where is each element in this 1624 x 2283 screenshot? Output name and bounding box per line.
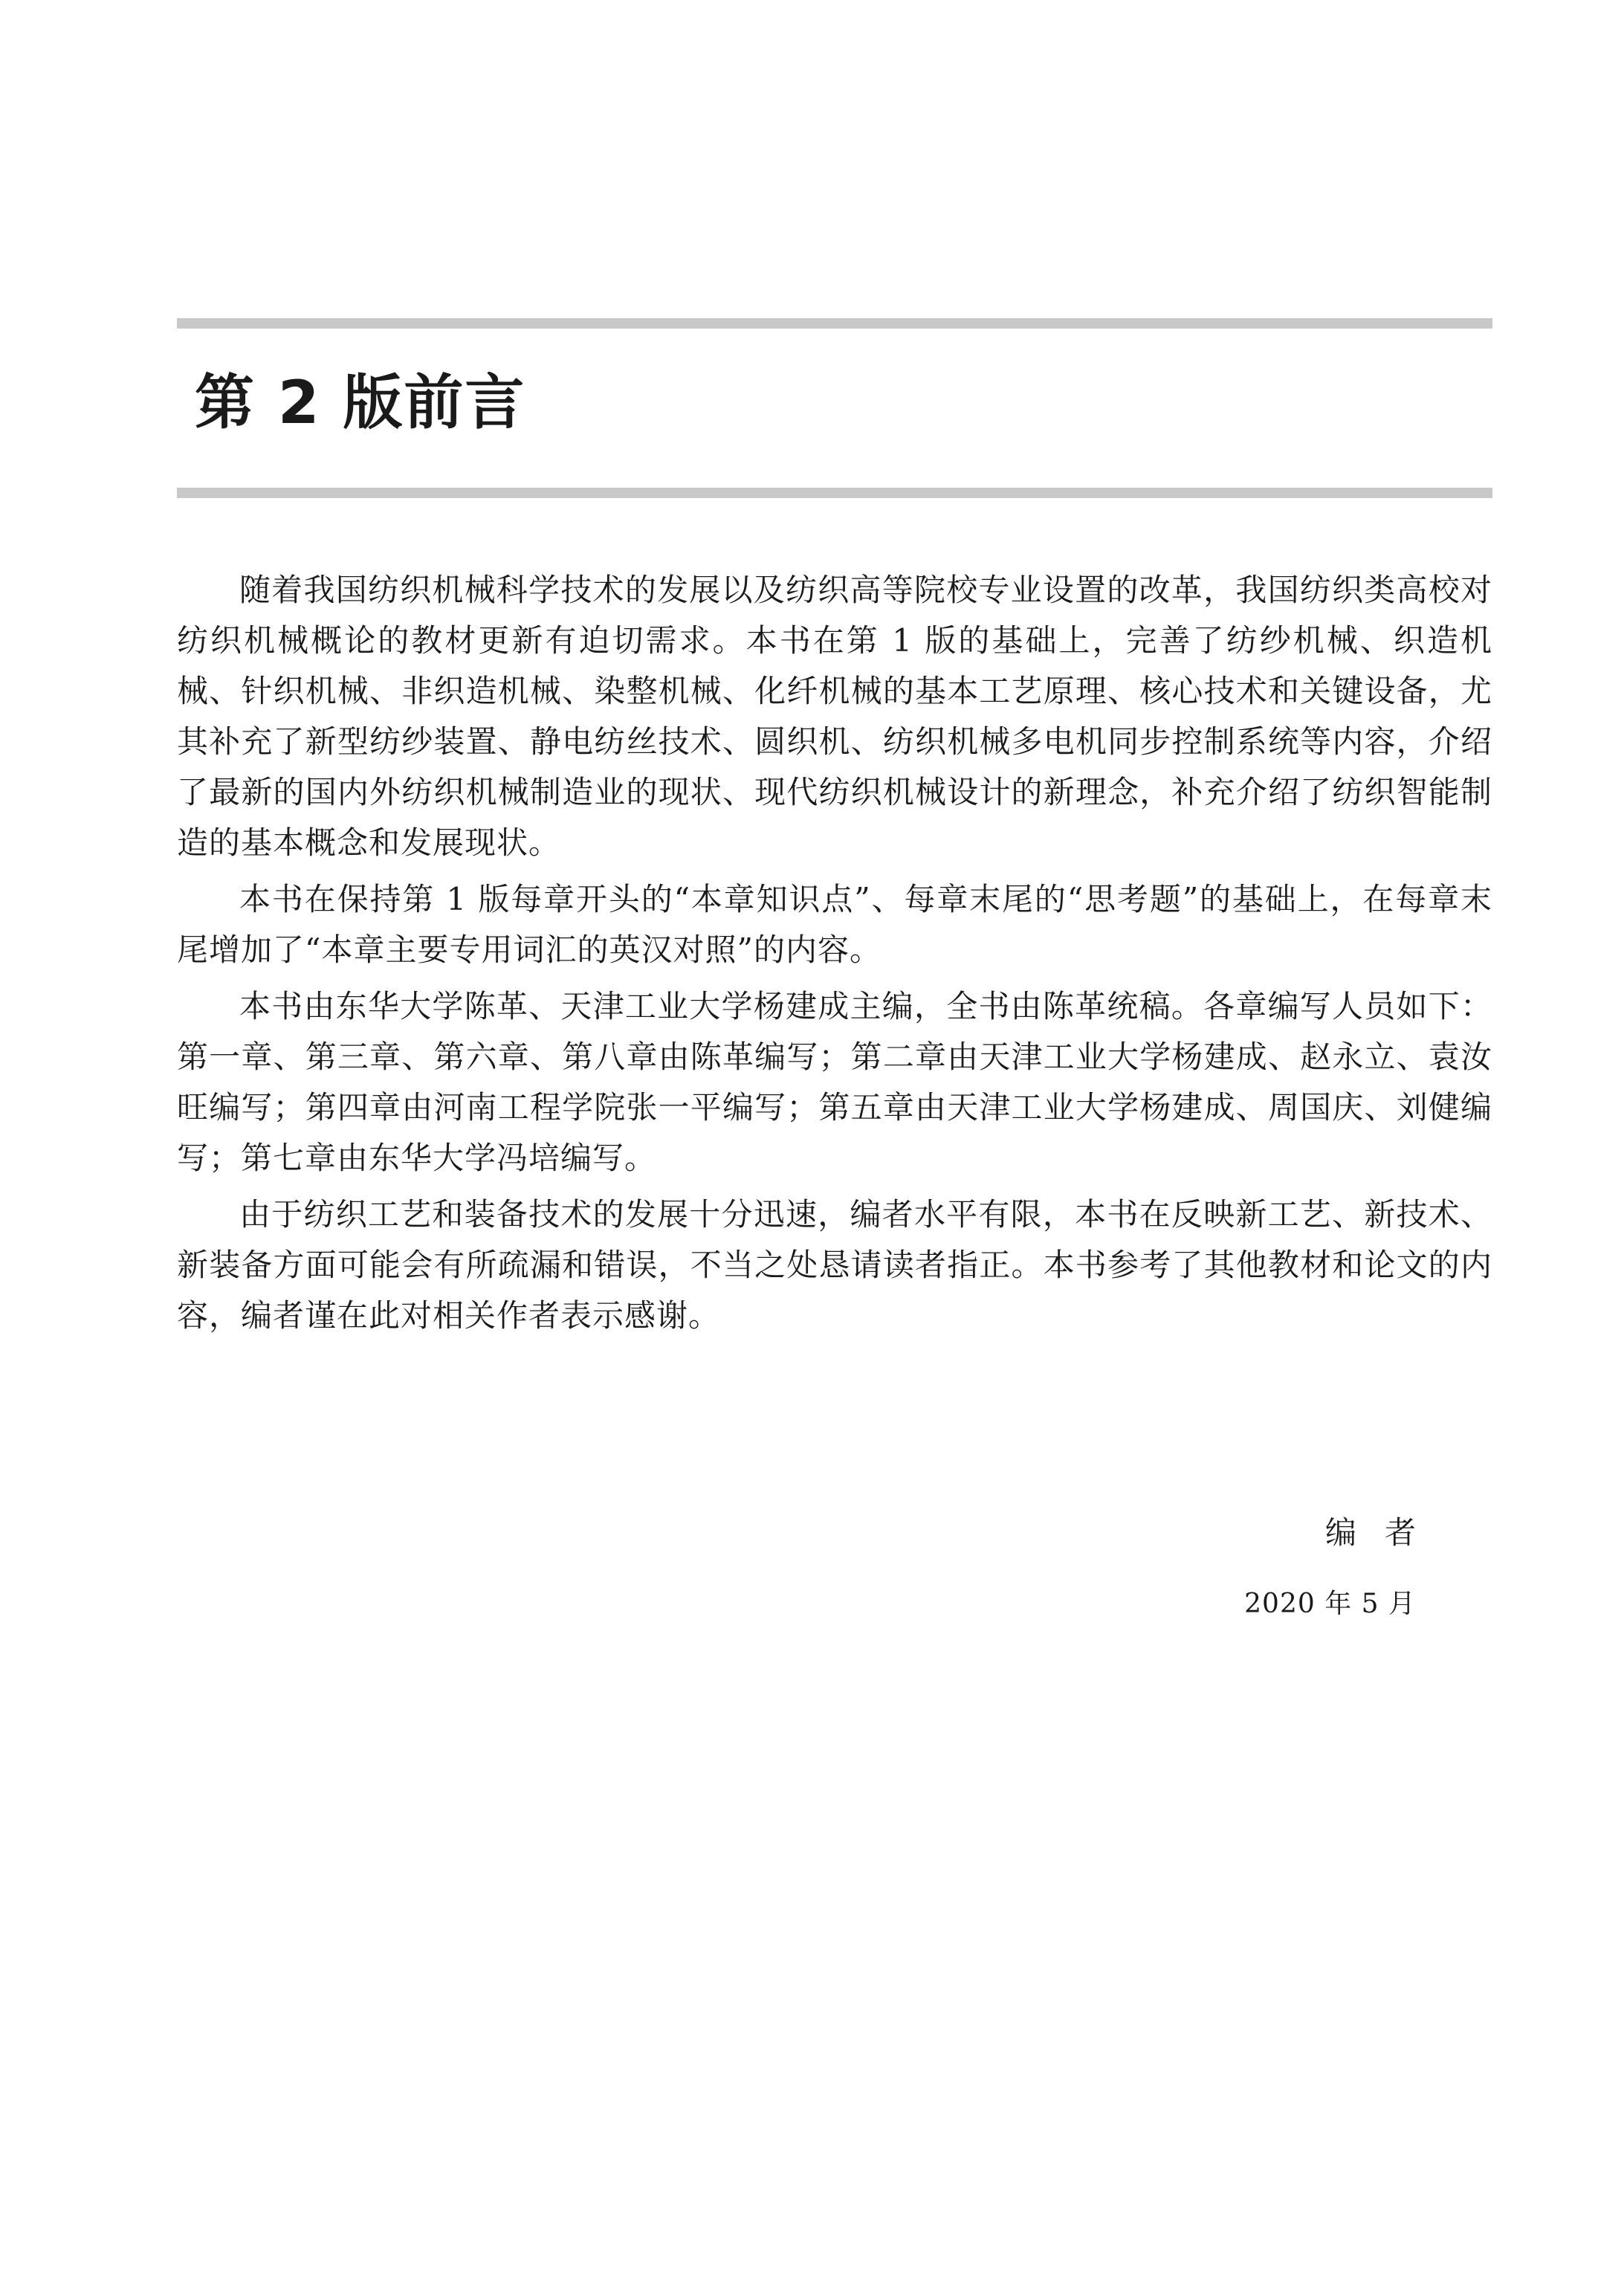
paragraph: 本书由东华大学陈革、天津工业大学杨建成主编，全书由陈革统稿。各章编写人员如下：第一章、第三章、第六章、第八章由陈革编写；第二章由天津工业大学杨建成、赵永立、袁汝旺编写；第四章由河南工程学院张一平编写；第五章由天津工业大学杨建成、周国庆、刘健编写；第七章由东华大学冯培编写。 bbox=[177, 988, 1492, 1176]
preface-body bbox=[177, 565, 1492, 1347]
signature-block bbox=[1119, 1509, 1444, 1625]
paragraph: 随着我国纺织机械科学技术的发展以及纺织高等院校专业设置的改革，我国纺织类高校对纺织机械概论的教材更新有迫切需求。本书在第 1 版的基础上，完善了纺纱机械、织造机械、针织机械、非织造机械、染整机械、化纤机械的基本工艺原理、核心技术和关键设备，尤其补充了新型纺纱装置、静电纺丝技术、圆织机、纺织机械多电机同步控制系统等内容，介绍了最新的国内外纺织机械制造业的现状、现代纺织机械设计的新理念，补充介绍了纺织智能制造的基本概念和发展现状。 bbox=[177, 572, 1492, 861]
bottom-divider bbox=[177, 488, 1492, 498]
signature-date: 2020 年 5 月 bbox=[1244, 1589, 1416, 1619]
page-title: 第 2 版前言 bbox=[195, 368, 526, 437]
paragraph: 由于纺织工艺和装备技术的发展十分迅速，编者水平有限，本书在反映新工艺、新技术、新装备方面可能会有所疏漏和错误，不当之处恳请读者指正。本书参考了其他教材和论文的内容，编者谨在此对相关作者表示感谢。 bbox=[177, 1196, 1492, 1334]
paragraph: 本书在保持第 1 版每章开头的“本章知识点”、每章末尾的“思考题”的基础上，在每章末尾增加了“本章主要专用词汇的英汉对照”的内容。 bbox=[177, 881, 1492, 968]
top-divider bbox=[177, 318, 1492, 329]
signature-author: 编者 bbox=[1324, 1514, 1444, 1551]
